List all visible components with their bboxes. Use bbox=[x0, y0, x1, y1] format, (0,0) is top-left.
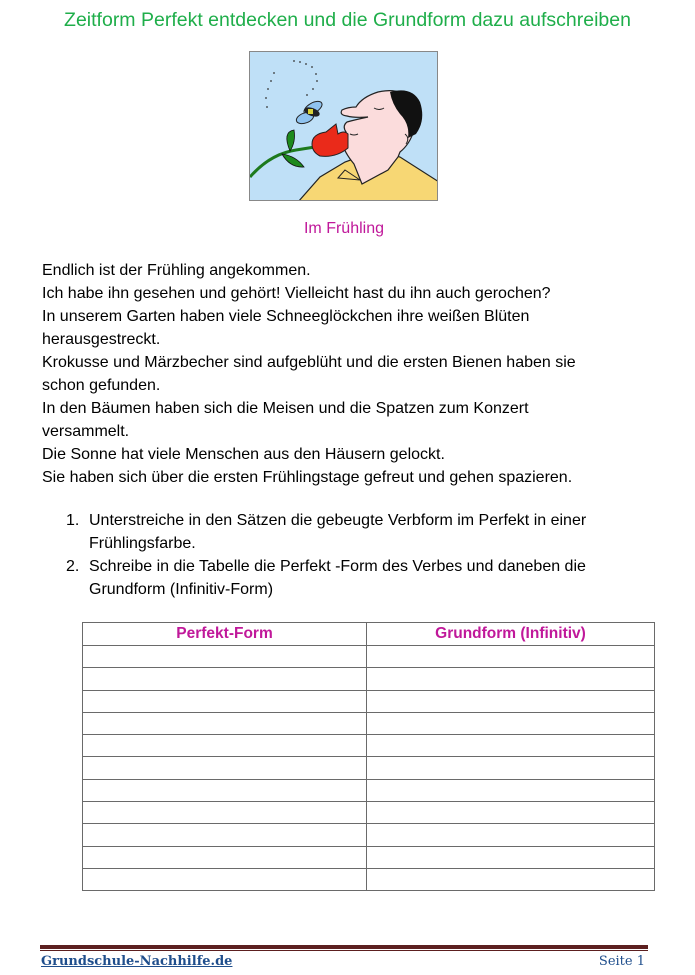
perfekt-form-cell[interactable] bbox=[83, 779, 367, 801]
story-line: herausgestreckt. bbox=[42, 331, 161, 348]
grundform-cell[interactable] bbox=[367, 868, 655, 890]
table-row bbox=[83, 868, 655, 890]
answer-table bbox=[82, 622, 655, 891]
table-row bbox=[83, 690, 655, 712]
grundform-cell[interactable] bbox=[367, 802, 655, 824]
perfekt-form-cell[interactable] bbox=[83, 824, 367, 846]
story-line: versammelt. bbox=[42, 423, 130, 440]
table-row bbox=[83, 735, 655, 757]
column-header-perfekt: Perfekt-Form bbox=[83, 623, 367, 646]
table-row bbox=[83, 824, 655, 846]
task-line: Grundform (Infinitiv-Form) bbox=[89, 581, 274, 598]
table-header-row bbox=[83, 623, 655, 646]
story-line: In unserem Garten haben viele Schneeglöckchen ihre weißen Blüten bbox=[42, 308, 530, 325]
perfekt-form-cell[interactable] bbox=[83, 735, 367, 757]
story-line: Sie haben sich über die ersten Frühlingstage gefreut und gehen spazieren. bbox=[42, 469, 573, 486]
table-row bbox=[83, 846, 655, 868]
illustration-svg bbox=[250, 52, 438, 201]
footer-divider bbox=[40, 945, 648, 949]
story-text bbox=[42, 259, 662, 489]
table-body bbox=[83, 646, 655, 891]
perfekt-form-cell[interactable] bbox=[83, 690, 367, 712]
perfekt-form-cell[interactable] bbox=[83, 802, 367, 824]
grundform-cell[interactable] bbox=[367, 712, 655, 734]
table-row bbox=[83, 757, 655, 779]
grundform-cell[interactable] bbox=[367, 646, 655, 668]
table-row bbox=[83, 646, 655, 668]
grundform-cell[interactable] bbox=[367, 757, 655, 779]
man-smelling-flower-illustration bbox=[249, 51, 438, 201]
story-line: Krokusse und Märzbecher sind aufgeblüht und die ersten Bienen haben sie bbox=[42, 354, 576, 371]
column-header-grundform: Grundform (Infinitiv) bbox=[367, 623, 655, 646]
task-list bbox=[62, 509, 662, 601]
perfekt-form-cell[interactable] bbox=[83, 712, 367, 734]
grundform-cell[interactable] bbox=[367, 824, 655, 846]
table-row bbox=[83, 668, 655, 690]
perfekt-form-cell[interactable] bbox=[83, 868, 367, 890]
story-line: Endlich ist der Frühling angekommen. bbox=[42, 262, 311, 279]
task-number: 1. bbox=[66, 512, 80, 529]
story-line: Ich habe ihn gesehen und gehört! Vielleicht hast du ihn auch gerochen? bbox=[42, 285, 551, 302]
worksheet-title: Zeitform Perfekt entdecken und die Grundform dazu aufschreiben bbox=[64, 9, 631, 31]
grundform-cell[interactable] bbox=[367, 690, 655, 712]
footer-site-link[interactable]: Grundschule-Nachhilfe.de bbox=[41, 954, 233, 969]
story-line: Die Sonne hat viele Menschen aus den Häusern gelockt. bbox=[42, 446, 445, 463]
perfekt-form-cell[interactable] bbox=[83, 668, 367, 690]
table-row bbox=[83, 802, 655, 824]
grundform-cell[interactable] bbox=[367, 779, 655, 801]
task-item bbox=[62, 509, 662, 555]
footer-page-number: Seite 1 bbox=[598, 954, 645, 969]
perfekt-form-cell[interactable] bbox=[83, 757, 367, 779]
grundform-cell[interactable] bbox=[367, 668, 655, 690]
task-item bbox=[62, 555, 662, 601]
task-line: Unterstreiche in den Sätzen die gebeugte Verbform im Perfekt in einer bbox=[89, 512, 587, 529]
perfekt-form-cell[interactable] bbox=[83, 846, 367, 868]
footer-divider-thin bbox=[40, 950, 648, 951]
story-line: In den Bäumen haben sich die Meisen und die Spatzen zum Konzert bbox=[42, 400, 529, 417]
task-line: Schreibe in die Tabelle die Perfekt -Form des Verbes und daneben die bbox=[89, 558, 586, 575]
grundform-cell[interactable] bbox=[367, 846, 655, 868]
story-line: schon gefunden. bbox=[42, 377, 161, 394]
table-row bbox=[83, 779, 655, 801]
task-line: Frühlingsfarbe. bbox=[89, 535, 196, 552]
task-number: 2. bbox=[66, 558, 80, 575]
perfekt-form-cell[interactable] bbox=[83, 646, 367, 668]
table-row bbox=[83, 712, 655, 734]
story-title: Im Frühling bbox=[303, 220, 385, 237]
grundform-cell[interactable] bbox=[367, 735, 655, 757]
